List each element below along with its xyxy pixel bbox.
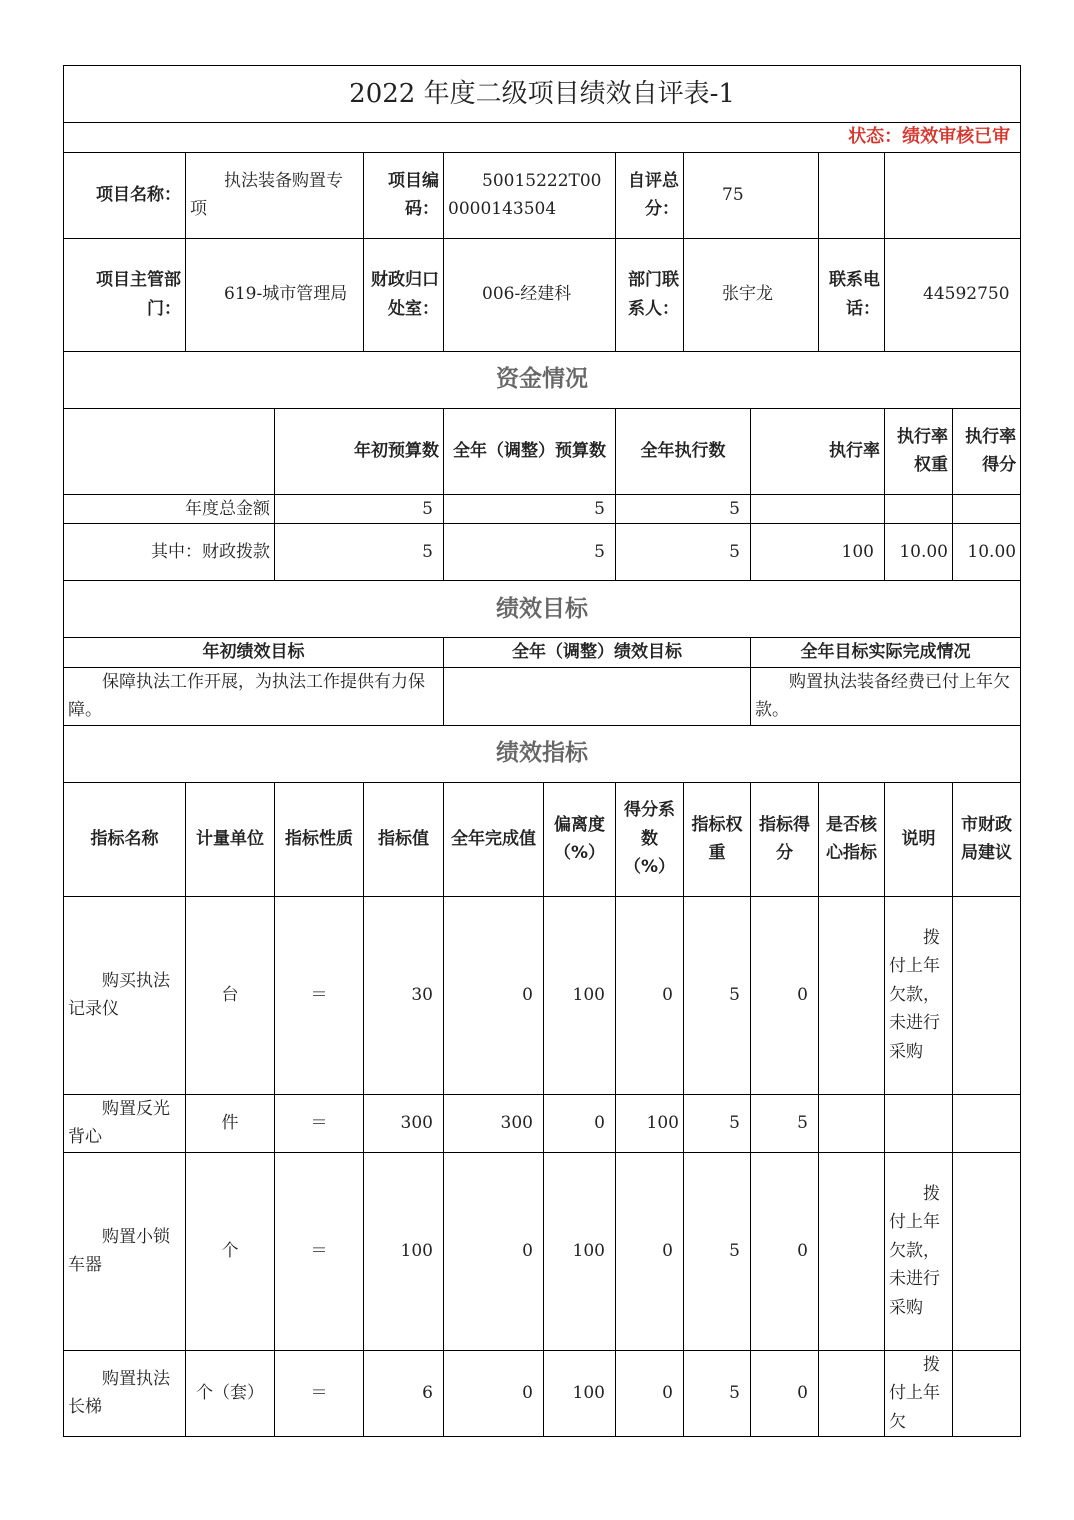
ind-weight: 5 bbox=[684, 896, 751, 1094]
goal-adjusted bbox=[444, 667, 751, 725]
self-score: 75 bbox=[684, 152, 819, 238]
funds-row-executed: 5 bbox=[616, 494, 751, 524]
funds-header-initial: 年初预算数 bbox=[275, 408, 444, 494]
ind-score: 5 bbox=[751, 1094, 819, 1152]
ind-header-advice: 市财政局建议 bbox=[953, 782, 1021, 896]
indicators-header-row bbox=[64, 782, 1021, 896]
ind-header-weight: 指标权重 bbox=[684, 782, 751, 896]
ind-header-deviation: 偏离度（%） bbox=[544, 782, 616, 896]
ind-name: 购买执法记录仪 bbox=[64, 896, 186, 1094]
ind-completed: 0 bbox=[444, 896, 544, 1094]
table-row bbox=[64, 1350, 1021, 1437]
ind-nature: ＝ bbox=[275, 1094, 364, 1152]
status-badge: 状态：绩效审核已审 bbox=[64, 123, 1021, 153]
evaluation-table bbox=[63, 65, 1021, 1437]
contact-label: 部门联系人： bbox=[616, 238, 684, 351]
ind-completed: 0 bbox=[444, 1350, 544, 1437]
ind-target: 300 bbox=[364, 1094, 444, 1152]
funds-row-score bbox=[953, 494, 1021, 524]
ind-header-score: 指标得分 bbox=[751, 782, 819, 896]
project-name-label: 项目名称： bbox=[64, 152, 186, 238]
ind-unit: 件 bbox=[186, 1094, 275, 1152]
ind-deviation: 100 bbox=[544, 896, 616, 1094]
ind-advice bbox=[953, 1350, 1021, 1437]
phone-label: 联系电话： bbox=[819, 238, 885, 351]
dept: 619-城市管理局 bbox=[186, 238, 364, 351]
table-row bbox=[64, 494, 1021, 524]
funds-row-adjusted: 5 bbox=[444, 524, 616, 581]
ind-header-unit: 计量单位 bbox=[186, 782, 275, 896]
funds-row-adjusted: 5 bbox=[444, 494, 616, 524]
contact: 张宇龙 bbox=[684, 238, 819, 351]
ind-deviation: 100 bbox=[544, 1152, 616, 1350]
evaluation-sheet bbox=[63, 65, 1020, 1433]
empty-cell bbox=[819, 152, 885, 238]
goals-header-adjusted: 全年（调整）绩效目标 bbox=[444, 638, 751, 668]
funds-header-score: 执行率得分 bbox=[953, 408, 1021, 494]
dept-label: 项目主管部门： bbox=[64, 238, 186, 351]
ind-nature: ＝ bbox=[275, 1350, 364, 1437]
ind-weight: 5 bbox=[684, 1152, 751, 1350]
funds-header-weight: 执行率权重 bbox=[885, 408, 953, 494]
ind-name: 购置执法长梯 bbox=[64, 1350, 186, 1437]
table-row bbox=[64, 1094, 1021, 1152]
funds-row-initial: 5 bbox=[275, 524, 444, 581]
ind-name: 购置反光背心 bbox=[64, 1094, 186, 1152]
funds-header-rate: 执行率 bbox=[751, 408, 885, 494]
goals-header-row bbox=[64, 638, 1021, 668]
empty-cell bbox=[64, 408, 275, 494]
ind-note: 拨付上年欠 bbox=[885, 1350, 953, 1437]
table-row bbox=[64, 667, 1021, 725]
ind-coef: 0 bbox=[616, 896, 684, 1094]
ind-weight: 5 bbox=[684, 1094, 751, 1152]
ind-core bbox=[819, 1350, 885, 1437]
ind-completed: 0 bbox=[444, 1152, 544, 1350]
page-title: 2022 年度二级项目绩效自评表-1 bbox=[64, 66, 1021, 123]
ind-deviation: 100 bbox=[544, 1350, 616, 1437]
ind-nature: ＝ bbox=[275, 1152, 364, 1350]
funds-header-executed: 全年执行数 bbox=[616, 408, 751, 494]
ind-coef: 0 bbox=[616, 1152, 684, 1350]
funds-row-executed: 5 bbox=[616, 524, 751, 581]
funds-row-label: 其中：财政拨款 bbox=[64, 524, 275, 581]
ind-header-coef: 得分系数（%） bbox=[616, 782, 684, 896]
project-code: 50015222T000000143504 bbox=[444, 152, 616, 238]
ind-note bbox=[885, 1094, 953, 1152]
ind-unit: 个（套） bbox=[186, 1350, 275, 1437]
goals-section-title: 绩效目标 bbox=[64, 581, 1021, 638]
ind-nature: ＝ bbox=[275, 896, 364, 1094]
ind-target: 30 bbox=[364, 896, 444, 1094]
ind-score: 0 bbox=[751, 896, 819, 1094]
empty-cell bbox=[885, 152, 1021, 238]
table-row bbox=[64, 896, 1021, 1094]
ind-completed: 300 bbox=[444, 1094, 544, 1152]
project-name: 执法装备购置专项 bbox=[186, 152, 364, 238]
ind-note: 拨付上年欠款，未进行采购 bbox=[885, 1152, 953, 1350]
ind-header-target: 指标值 bbox=[364, 782, 444, 896]
funds-row-score: 10.00 bbox=[953, 524, 1021, 581]
ind-header-note: 说明 bbox=[885, 782, 953, 896]
self-score-label: 自评总分： bbox=[616, 152, 684, 238]
ind-name: 购置小锁车器 bbox=[64, 1152, 186, 1350]
ind-core bbox=[819, 1094, 885, 1152]
funds-row-weight: 10.00 bbox=[885, 524, 953, 581]
goal-initial: 保障执法工作开展，为执法工作提供有力保障。 bbox=[64, 667, 444, 725]
funds-row-label: 年度总金额 bbox=[64, 494, 275, 524]
funds-row-rate: 100 bbox=[751, 524, 885, 581]
ind-unit: 个 bbox=[186, 1152, 275, 1350]
finance-office: 006-经建科 bbox=[444, 238, 616, 351]
table-row bbox=[64, 1152, 1021, 1350]
indicators-section-title: 绩效指标 bbox=[64, 725, 1021, 782]
ind-score: 0 bbox=[751, 1350, 819, 1437]
ind-score: 0 bbox=[751, 1152, 819, 1350]
phone: 44592750 bbox=[885, 238, 1021, 351]
ind-advice bbox=[953, 1152, 1021, 1350]
funds-header-adjusted: 全年（调整）预算数 bbox=[444, 408, 616, 494]
ind-core bbox=[819, 1152, 885, 1350]
goal-actual: 购置执法装备经费已付上年欠款。 bbox=[751, 667, 1021, 725]
ind-header-name: 指标名称 bbox=[64, 782, 186, 896]
ind-core bbox=[819, 896, 885, 1094]
funds-section-title: 资金情况 bbox=[64, 351, 1021, 408]
ind-weight: 5 bbox=[684, 1350, 751, 1437]
project-code-label: 项目编码： bbox=[364, 152, 444, 238]
finance-office-label: 财政归口处室： bbox=[364, 238, 444, 351]
table-row bbox=[64, 524, 1021, 581]
ind-note: 拨付上年欠款，未进行采购 bbox=[885, 896, 953, 1094]
funds-row-initial: 5 bbox=[275, 494, 444, 524]
funds-row-rate bbox=[751, 494, 885, 524]
ind-coef: 100 bbox=[616, 1094, 684, 1152]
goals-header-initial: 年初绩效目标 bbox=[64, 638, 444, 668]
ind-unit: 台 bbox=[186, 896, 275, 1094]
funds-row-weight bbox=[885, 494, 953, 524]
ind-header-nature: 指标性质 bbox=[275, 782, 364, 896]
goals-header-actual: 全年目标实际完成情况 bbox=[751, 638, 1021, 668]
ind-deviation: 0 bbox=[544, 1094, 616, 1152]
funds-header-row bbox=[64, 408, 1021, 494]
ind-target: 100 bbox=[364, 1152, 444, 1350]
ind-advice bbox=[953, 1094, 1021, 1152]
ind-coef: 0 bbox=[616, 1350, 684, 1437]
ind-target: 6 bbox=[364, 1350, 444, 1437]
ind-header-completed: 全年完成值 bbox=[444, 782, 544, 896]
ind-header-core: 是否核心指标 bbox=[819, 782, 885, 896]
ind-advice bbox=[953, 896, 1021, 1094]
